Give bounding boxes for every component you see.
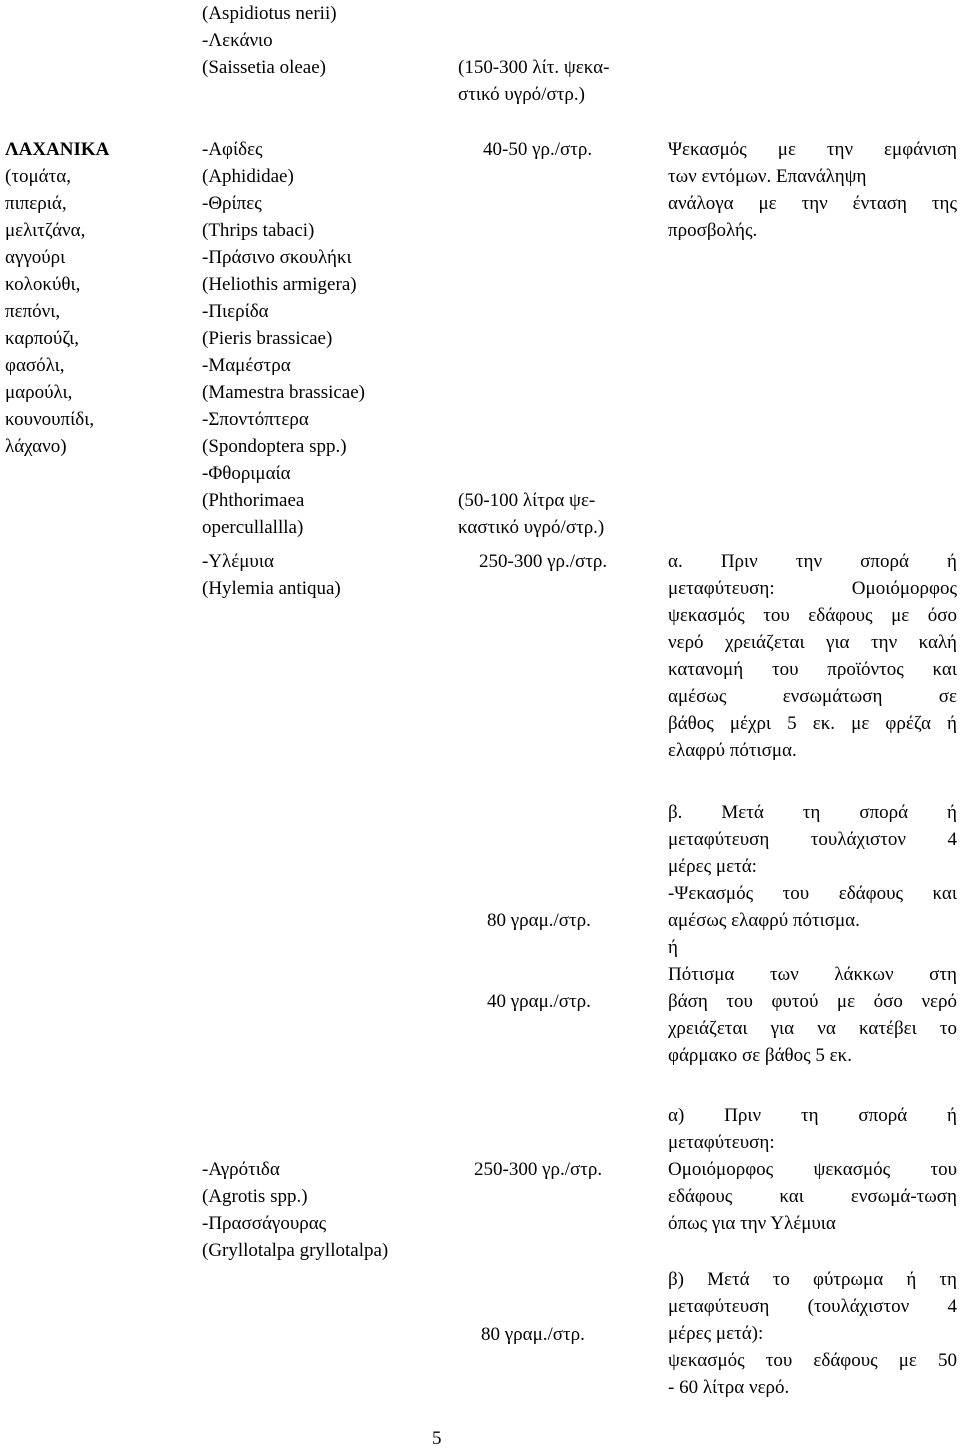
note-line: ψεκασμός του εδάφους με 50 <box>668 1350 957 1371</box>
note-line: αμέσως ελαφρύ πότισμα. <box>668 910 860 931</box>
note-line: β) Μετά το φύτρωμα ή τη <box>668 1269 957 1290</box>
crop-line: κολοκύθι, <box>5 274 81 295</box>
pest-line: -Φθοριμαία <box>202 463 291 484</box>
note-line: ελαφρύ πότισμα. <box>668 740 797 761</box>
pest-line: -Πρασσάγουρας <box>202 1213 327 1234</box>
pest-line: -Αφίδες <box>202 139 263 160</box>
note-line: α) Πριν τη σπορά ή <box>668 1105 957 1126</box>
pest-line: (Gryllotalpa gryllotalpa) <box>202 1240 389 1261</box>
pest-line: -Πράσινο σκουλήκι <box>202 247 352 268</box>
pest-line: -Υλέμυια <box>202 551 274 572</box>
crop-line: κουνουπίδι, <box>5 409 95 430</box>
pest-line: (Aphididae) <box>202 166 294 187</box>
dose-value: 40-50 γρ./στρ. <box>483 139 593 160</box>
crop-title: ΛΑΧΑΝΙΚΑ <box>5 139 110 160</box>
crop-line: (τομάτα, <box>5 166 71 187</box>
pest-line: -Σποντόπτερα <box>202 409 309 430</box>
crop-line: πιπεριά, <box>5 193 67 214</box>
note-line: όπως για την Υλέμυια <box>668 1213 836 1234</box>
note-line: ή <box>668 937 678 958</box>
note-line: β. Μετά τη σπορά ή <box>668 802 957 823</box>
crop-line: αγγούρι <box>5 247 66 268</box>
note-line: νερό χρειάζεται για την καλή <box>668 632 957 653</box>
note-line: ψεκασμός του εδάφους με όσο <box>668 605 957 626</box>
note-line: κατανομή του προϊόντος και <box>668 659 957 680</box>
note-line: Ομοιόμορφος ψεκασμός του <box>668 1159 957 1180</box>
note-line: βάθος μέχρι 5 εκ. με φρέζα ή <box>668 713 957 734</box>
pest-line: -Αγρότιδα <box>202 1159 280 1180</box>
crop-line: μαρούλι, <box>5 382 73 403</box>
note-line: -Ψεκασμός του εδάφους και <box>668 883 957 904</box>
pest-line: -Μαμέστρα <box>202 355 291 376</box>
note-line: - 60 λίτρα νερό. <box>668 1377 790 1398</box>
pest-line: (Hylemia antiqua) <box>202 578 341 599</box>
pest-line: (Phthorimaea <box>202 490 305 511</box>
dose-value: 40 γραμ./στρ. <box>487 991 591 1012</box>
pest-line: (Pieris brassicae) <box>202 328 333 349</box>
pest-line: (Agrotis spp.) <box>202 1186 308 1207</box>
note-line: χρειάζεται για να κατέβει το <box>668 1018 957 1039</box>
pest-line: (Aspidiotus nerii) <box>202 3 337 24</box>
note-line: βάση του φυτού με όσο νερό <box>668 991 957 1012</box>
dose-line: (50-100 λίτρα ψε- <box>458 490 596 511</box>
note-line: μεταφύτευση: Ομοιόμορφος <box>668 578 957 599</box>
note-line: εδάφους και ενσωμά-τωση <box>668 1186 957 1207</box>
note-line: Ψεκασμός με την εμφάνιση <box>668 139 957 160</box>
pest-line: (Mamestra brassicae) <box>202 382 366 403</box>
pest-line: opercullallla) <box>202 517 304 538</box>
crop-line: μελιτζάνα, <box>5 220 86 241</box>
crop-line: φασόλι, <box>5 355 65 376</box>
note-line: προσβολής. <box>668 220 758 241</box>
note-line: των εντόμων. Επανάληψη <box>668 166 867 187</box>
dose-value: 250-300 γρ./στρ. <box>474 1159 603 1180</box>
crop-line: πεπόνι, <box>5 301 61 322</box>
dose-value: 80 γραμ./στρ. <box>481 1324 585 1345</box>
pest-line: -Πιερίδα <box>202 301 269 322</box>
pest-line: -Θρίπες <box>202 193 262 214</box>
pest-line: (Thrips tabaci) <box>202 220 315 241</box>
note-line: φάρμακο σε βάθος 5 εκ. <box>668 1045 852 1066</box>
dose-line: (150-300 λίτ. ψεκα- <box>458 57 610 78</box>
dose-value: 250-300 γρ./στρ. <box>479 551 608 572</box>
note-line: μέρες μετά: <box>668 856 757 877</box>
pest-line: (Saissetia oleae) <box>202 57 326 78</box>
page-number: 5 <box>432 1428 442 1449</box>
pest-line: (Heliothis armigera) <box>202 274 357 295</box>
note-line: μέρες μετά): <box>668 1323 764 1344</box>
crop-line: λάχανο) <box>5 436 67 457</box>
note-line: μεταφύτευση (τουλάχιστον 4 <box>668 1296 957 1317</box>
note-line: μεταφύτευση τουλάχιστον 4 <box>668 829 957 850</box>
note-line: αμέσως ενσωμάτωση σε <box>668 686 957 707</box>
dose-line: καστικό υγρό/στρ.) <box>458 517 605 538</box>
dose-line: στικό υγρό/στρ.) <box>458 84 585 105</box>
note-line: ανάλογα με την ένταση της <box>668 193 957 214</box>
dose-value: 80 γραμ./στρ. <box>487 910 591 931</box>
note-line: Πότισμα των λάκκων στη <box>668 964 957 985</box>
note-line: μεταφύτευση: <box>668 1132 775 1153</box>
pest-line: -Λεκάνιο <box>202 30 273 51</box>
pest-line: (Spondoptera spp.) <box>202 436 347 457</box>
crop-line: καρπούζι, <box>5 328 79 349</box>
note-line: α. Πριν την σπορά ή <box>668 551 957 572</box>
